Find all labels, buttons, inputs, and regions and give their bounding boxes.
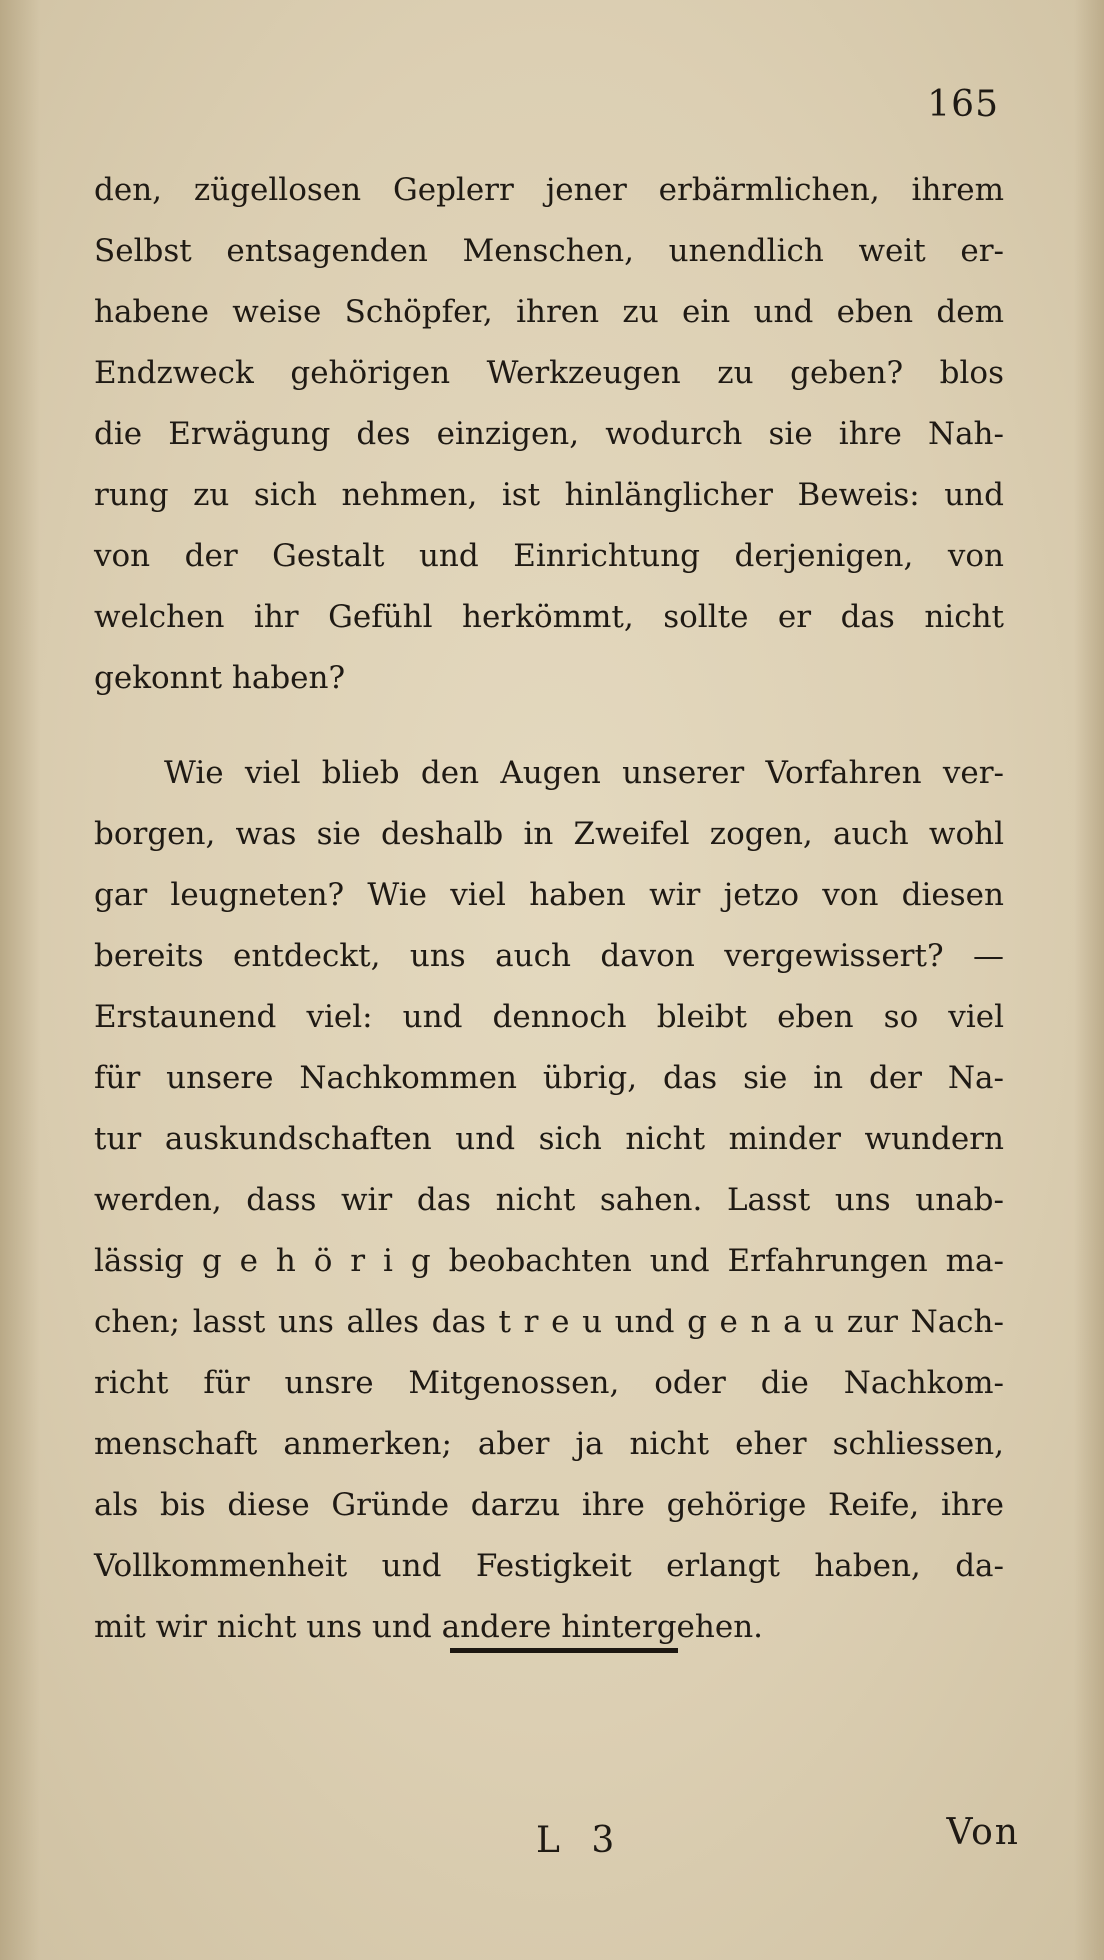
text-line: habene weise Schöpfer, ihren zu ein und eben dem	[94, 294, 1004, 330]
text-line: Endzweck gehörigen Werkzeugen zu geben? blos	[94, 355, 1004, 391]
text-line: den, zügellosen Geplerr jener erbärmlichen, ihrem	[94, 172, 1004, 208]
text-line: tur auskundschaften und sich nicht minder wundern	[94, 1121, 1004, 1157]
section-divider-rule	[450, 1648, 678, 1653]
text-line: gekonnt haben?	[94, 660, 346, 696]
paragraph-2	[94, 743, 1004, 1658]
text-line: gar leugneten? Wie viel haben wir jetzo von diesen	[94, 877, 1004, 913]
text-line: für unsere Nachkommen übrig, das sie in der Na-	[94, 1060, 1004, 1096]
text-line: rung zu sich nehmen, ist hinlänglicher Beweis: und	[94, 477, 1004, 513]
text-line: Wie viel blieb den Augen unserer Vorfahren ver-	[164, 755, 1004, 791]
text-line: als bis diese Gründe darzu ihre gehörige Reife, ihre	[94, 1487, 1004, 1523]
text-line: Vollkommenheit und Festigkeit erlangt haben, da-	[94, 1548, 1004, 1584]
text-line: die Erwägung des einzigen, wodurch sie ihre Nah-	[94, 416, 1004, 452]
text-line: mit wir nicht uns und andere hintergehen.	[94, 1609, 764, 1645]
text-line: bereits entdeckt, uns auch davon vergewissert? —	[94, 938, 1004, 974]
text-line: borgen, was sie deshalb in Zweifel zogen, auch wohl	[94, 816, 1004, 852]
page-number: 165	[927, 84, 999, 125]
signature-mark: L 3	[536, 1820, 625, 1861]
paragraph-1	[94, 160, 1004, 709]
text-line: chen; lasst uns alles das t r e u und g e n a u zur Nach-	[94, 1304, 1004, 1340]
text-line: Erstaunend viel: und dennoch bleibt eben so viel	[94, 999, 1004, 1035]
catchword: Von	[946, 1812, 1020, 1853]
text-line: lässig g e h ö r i g beobachten und Erfahrungen ma-	[94, 1243, 1004, 1279]
text-line: werden, dass wir das nicht sahen. Lasst uns unab-	[94, 1182, 1004, 1218]
text-line: Selbst entsagenden Menschen, unendlich weit er-	[94, 233, 1004, 269]
text-line: welchen ihr Gefühl herkömmt, sollte er das nicht	[94, 599, 1004, 635]
text-line: von der Gestalt und Einrichtung derjenigen, von	[94, 538, 1004, 574]
text-line: richt für unsre Mitgenossen, oder die Nachkom-	[94, 1365, 1004, 1401]
text-line: menschaft anmerken; aber ja nicht eher schliessen,	[94, 1426, 1004, 1462]
